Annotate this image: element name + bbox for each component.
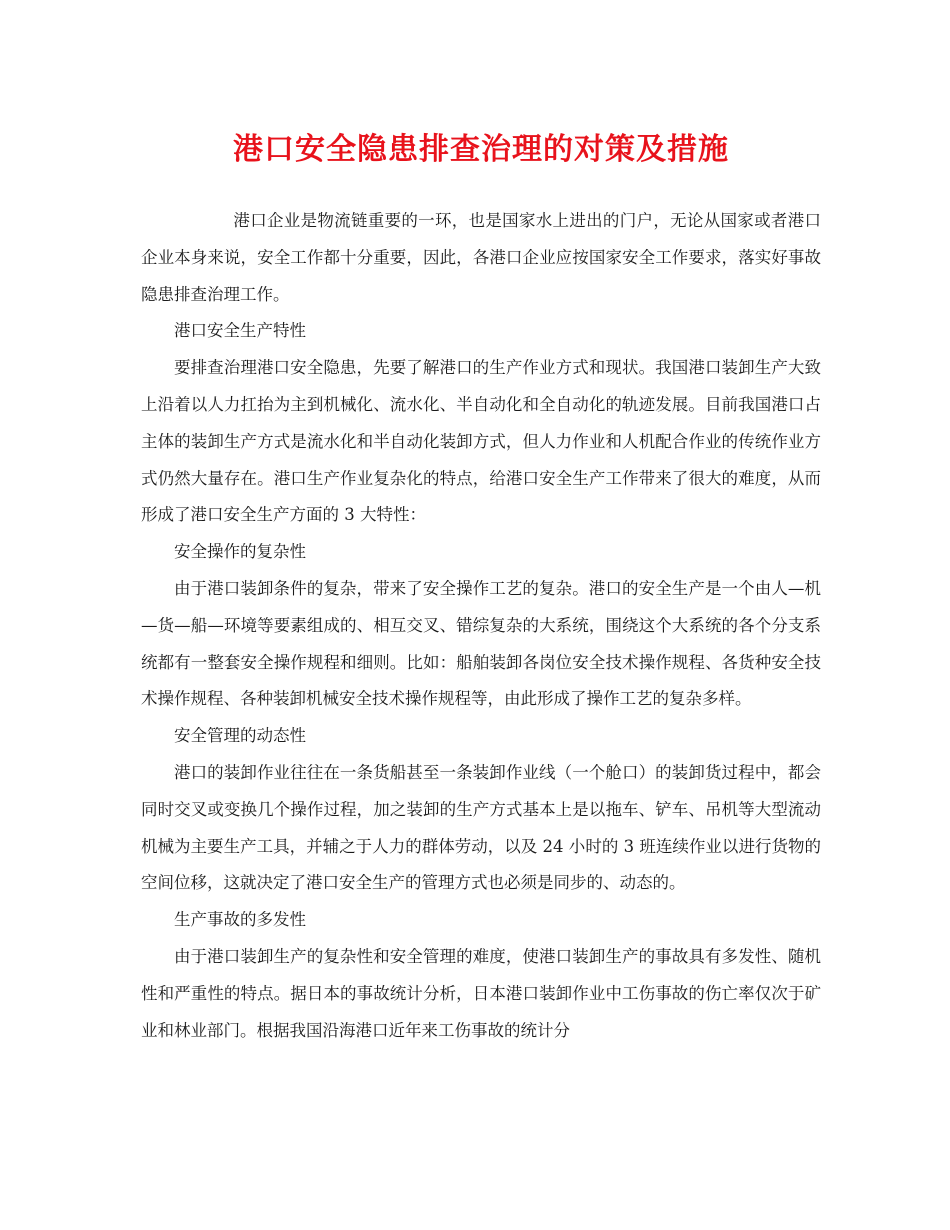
section-heading-port-safety-features: 港口安全生产特性 bbox=[174, 321, 306, 341]
body-paragraph: 港口的装卸作业往往在一条货船甚至一条装卸作业线（一个舱口）的装卸货过程中，都会同时交叉或变换几个操作过程，加之装卸的生产方式基本上是以拖车、铲车、吊机等大型流动机械为主要生产工具，并辅之于人力的群体劳动，以及 24 小时的 3 班连续作业以进行货物的空间位移，这就决定了港口安全生产的管理方式也必须是同步的、动态的。 bbox=[141, 762, 821, 893]
document-body bbox=[141, 203, 821, 1049]
section-heading-accident-frequency: 生产事故的多发性 bbox=[174, 910, 306, 930]
body-paragraph: 由于港口装卸条件的复杂，带来了安全操作工艺的复杂。港口的安全生产是一个由人—机—货—船—环境等要素组成的、相互交叉、错综复杂的大系统，围绕这个大系统的各个分支系统都有一整套安全操作规程和细则。比如：船舶装卸各岗位安全技术操作规程、各货种安全技术操作规程、各种装卸机械安全技术操作规程等，由此形成了操作工艺的复杂多样。 bbox=[141, 578, 821, 709]
body-paragraph: 要排查治理港口安全隐患，先要了解港口的生产作业方式和现状。我国港口装卸生产大致上沿着以人力扛抬为主到机械化、流水化、半自动化和全自动化的轨迹发展。目前我国港口占主体的装卸生产方式是流水化和半自动化装卸方式，但人力作业和人机配合作业的传统作业方式仍然大量存在。港口生产作业复杂化的特点，给港口安全生产工作带来了很大的难度，从而形成了港口安全生产方面的 3 大特性： bbox=[141, 358, 821, 525]
intro-paragraph: 港口企业是物流链重要的一环，也是国家水上进出的门户，无论从国家或者港口企业本身来说，安全工作都十分重要，因此，各港口企业应按国家安全工作要求，落实好事故隐患排查治理工作。 bbox=[141, 211, 821, 304]
body-paragraph: 由于港口装卸生产的复杂性和安全管理的难度，使港口装卸生产的事故具有多发性、随机性和严重性的特点。据日本的事故统计分析，日本港口装卸作业中工伤事故的伤亡率仅次于矿业和林业部门。根据我国沿海港口近年来工伤事故的统计分 bbox=[141, 946, 821, 1040]
section-heading-management-dynamics: 安全管理的动态性 bbox=[174, 726, 306, 746]
document-title: 港口安全隐患排查治理的对策及措施 bbox=[233, 132, 729, 167]
section-heading-operation-complexity: 安全操作的复杂性 bbox=[174, 542, 306, 562]
